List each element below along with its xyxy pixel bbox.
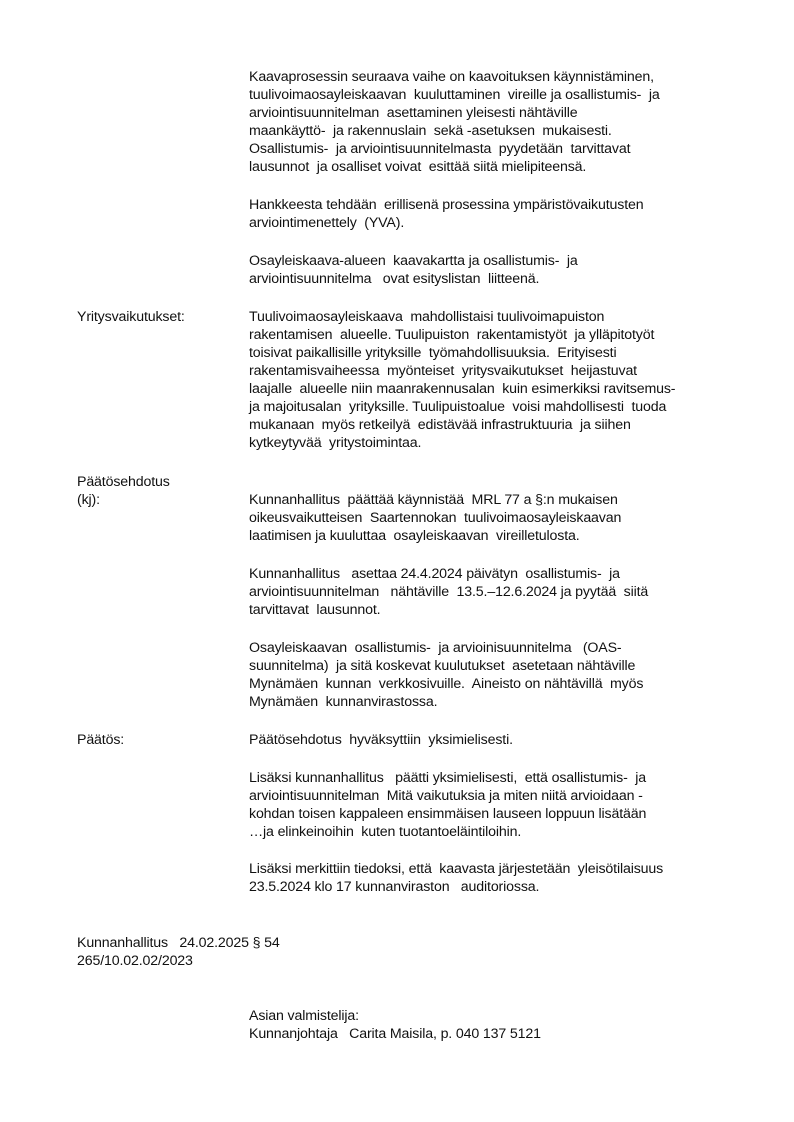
text-line: Mynämäen kunnanvirastossa. — [249, 694, 438, 710]
text-line: Päätösehdotus hyväksyttiin yksimielisesti. — [249, 732, 513, 748]
text-line: arviointisuunnitelma ovat esityslistan liitteenä. — [249, 271, 540, 287]
text-line: Hankkeesta tehdään erillisenä prosessina ympäristövaikutusten — [249, 197, 644, 213]
text-line: maankäyttö- ja rakennuslain sekä -asetuksen mukaisesti. — [249, 123, 612, 139]
text-line: Kunnanhallitus päättää käynnistää MRL 77 a §:n mukaisen — [249, 492, 618, 508]
text-line: Kunnanhallitus asettaa 24.4.2024 päivätyn osallistumis- ja — [249, 566, 620, 582]
text-line: Kaavaprosessin seuraava vaihe on kaavoituksen käynnistäminen, — [249, 69, 654, 85]
text-line: laajalle alueelle niin maanrakennusalan kuin esimerkiksi ravitsemus- — [249, 381, 676, 397]
text-line: suunnitelma) ja sitä koskevat kuulutukset asetetaan nähtäville — [249, 658, 636, 674]
section-label: (kj): — [77, 492, 100, 508]
text-line: laatimisen ja kuuluttaa osayleiskaavan vireilletulosta. — [249, 528, 580, 544]
diary-number: 265/10.02.02/2023 — [77, 953, 193, 969]
preparer-contact: Kunnanjohtaja Carita Maisila, p. 040 137 5121 — [249, 1026, 541, 1042]
text-line: kytkeytyvää yritystoimintaa. — [249, 435, 422, 451]
text-line: Osayleiskaavan osallistumis- ja arvioinisuunnitelma (OAS- — [249, 640, 622, 656]
text-line: Mynämäen kunnan verkkosivuille. Aineisto on nähtävillä myös — [249, 676, 644, 692]
text-line: rakentamisen alueelle. Tuulipuiston rakentamistyöt ja ylläpitotyöt — [249, 327, 655, 343]
meeting-reference: Kunnanhallitus 24.02.2025 § 54 — [77, 935, 280, 951]
text-line: lausunnot ja osalliset voivat esittää siitä mielipiteensä. — [249, 159, 587, 175]
text-line: 23.5.2024 klo 17 kunnanviraston auditoriossa. — [249, 879, 540, 895]
section-label: Päätösehdotus — [77, 474, 170, 490]
text-line: tuulivoimaosayleiskaavan kuuluttaminen vireille ja osallistumis- ja — [249, 87, 660, 103]
text-line: arviointisuunnitelman asettaminen yleisesti nähtäville — [249, 105, 578, 121]
text-line: Lisäksi kunnanhallitus päätti yksimielisesti, että osallistumis- ja — [249, 770, 647, 786]
section-label: Päätös: — [77, 732, 125, 748]
text-line: Osallistumis- ja arviointisuunnitelmasta pyydetään tarvittavat — [249, 141, 631, 157]
section-label: Yritysvaikutukset: — [77, 309, 185, 325]
text-line: toisivat paikallisille yrityksille työmahdollisuuksia. Erityisesti — [249, 345, 617, 361]
text-line: Osayleiskaava-alueen kaavakartta ja osallistumis- ja — [249, 253, 578, 269]
text-line: Lisäksi merkittiin tiedoksi, että kaavasta järjestetään yleisötilaisuus — [249, 861, 664, 877]
text-line: kohdan toisen kappaleen ensimmäisen lauseen loppuun lisätään — [249, 806, 647, 822]
text-line: arviointisuunnitelman Mitä vaikutuksia ja miten niitä arvioidaan - — [249, 788, 643, 804]
text-line: oikeusvaikutteisen Saartennokan tuulivoimaosayleiskaavan — [249, 510, 622, 526]
text-line: mukanaan myös retkeilyä edistävää infrastruktuuria ja siihen — [249, 417, 631, 433]
text-line: ja majoitusalan yrityksille. Tuulipuistoalue voisi mahdollisesti tuoda — [249, 399, 667, 415]
preparer-label: Asian valmistelija: — [249, 1008, 359, 1024]
text-line: Tuulivoimaosayleiskaava mahdollistaisi tuulivoimapuiston — [249, 309, 605, 325]
text-line: …ja elinkeinoihin kuten tuotantoeläintiloihin. — [249, 824, 522, 840]
text-line: rakentamisvaiheessa myönteiset yritysvaikutukset heijastuvat — [249, 363, 637, 379]
text-line: arviointimenettely (YVA). — [249, 215, 405, 231]
text-line: tarvittavat lausunnot. — [249, 602, 381, 618]
text-line: arviointisuunnitelman nähtäville 13.5.–12.6.2024 ja pyytää siitä — [249, 584, 649, 600]
